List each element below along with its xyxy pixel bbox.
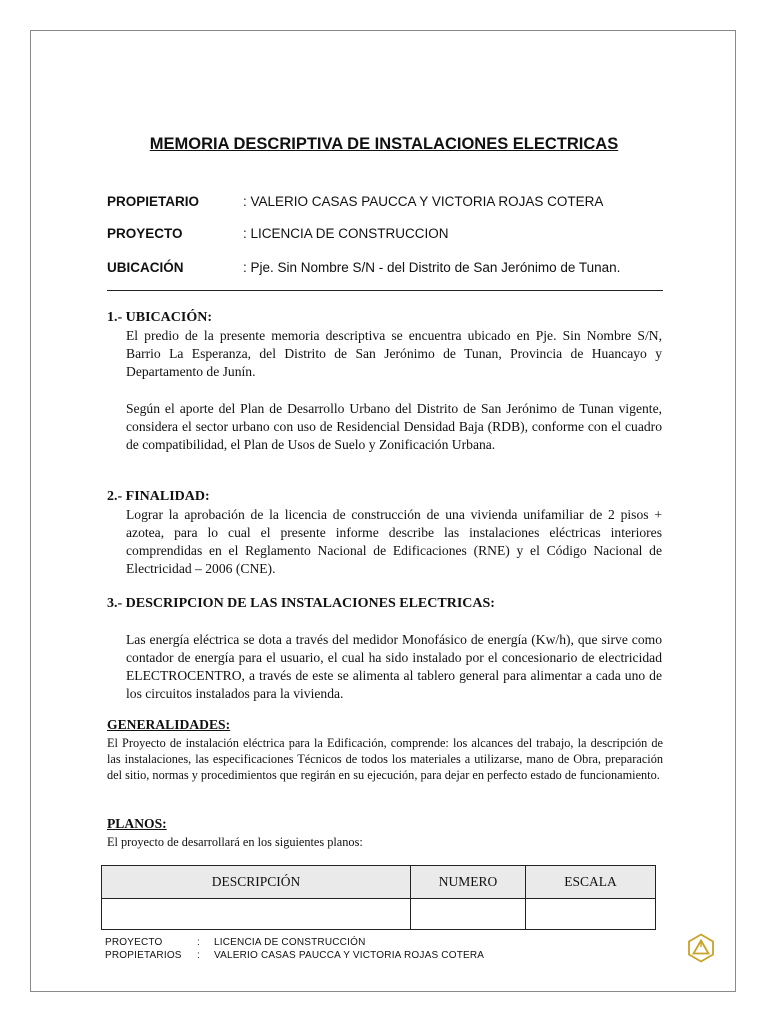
footer-key: PROYECTO	[105, 937, 163, 948]
document-title: MEMORIA DESCRIPTIVA DE INSTALACIONES ELECTRICAS	[149, 135, 619, 153]
table-header-escala: ESCALA	[526, 866, 656, 899]
footer-sep: :	[197, 950, 200, 961]
table-header-row	[102, 866, 656, 899]
table-cell	[102, 899, 411, 930]
subheading-generalidades: GENERALIDADES:	[107, 717, 231, 732]
paragraph-ubicacion-1: El predio de la presente memoria descriptiva se encuentra ubicado en Pje. Sin Nombre S/N, Barrio La Esperanza, del Distrito de San Jerónimo de Tunan, Provincia de Huancayo y Departamento de Junín.	[126, 328, 662, 379]
footer-row-propietarios	[105, 950, 484, 961]
footer-row-proyecto	[105, 937, 366, 948]
paragraph-finalidad: Lograr la aprobación de la licencia de construcción de una vivienda unifamiliar de 2 pisos + azotea, para lo cual el presente informe describe las instalaciones eléctricas interiores comprendidas en el Reglamento Nacional de Edificaciones (RNE) y el Código Nacional de Electricidad – 2006 (CNE).	[126, 507, 662, 576]
header-divider	[107, 290, 663, 291]
paragraph-ubicacion-2: Según el aporte del Plan de Desarrollo Urbano del Distrito de San Jerónimo de Tunan vigente, considera el sector urbano con uso de Residencial Densidad Baja (RDB), conforme con el cuadro de compatibilidad, el Plan de Usos de Suelo y Zonificación Urbana.	[126, 401, 662, 452]
info-label: PROYECTO	[107, 226, 183, 241]
info-value: : VALERIO CASAS PAUCCA Y VICTORIA ROJAS COTERA	[243, 194, 604, 209]
footer-key: PROPIETARIOS	[105, 950, 182, 961]
section-heading-descripcion: 3.- DESCRIPCION DE LAS INSTALACIONES ELECTRICAS:	[107, 596, 495, 611]
paragraph-generalidades: El Proyecto de instalación eléctrica para la Edificación, comprende: los alcances del trabajo, la descripción de las instalaciones, las especificaciones Técnicos de todos los materiales a utilizarse, mano de Obra, preparación del sitio, normas y procedimientos que regirán en su ejecución, para dejar en perfecto estado de funcionamiento.	[107, 736, 663, 782]
footer-value: VALERIO CASAS PAUCCA Y VICTORIA ROJAS COTERA	[214, 950, 485, 961]
table-header-descripcion: DESCRIPCIÓN	[102, 866, 411, 899]
planos-table	[101, 865, 656, 930]
info-value: : LICENCIA DE CONSTRUCCION	[243, 226, 449, 241]
paragraph-planos: El proyecto de desarrollará en los siguientes planos:	[107, 835, 363, 849]
info-label: UBICACIÓN	[107, 260, 184, 275]
footer-value: LICENCIA DE CONSTRUCCIÓN	[214, 937, 366, 948]
table-cell	[526, 899, 656, 930]
paragraph-descripcion: Las energía eléctrica se dota a través del medidor Monofásico de energía (Kw/h), que sirve como contador de energía para el usuario, el cual ha sido instalado por el concesionario de electricidad ELECTROCENTRO, a través de este se alimenta al tablero general para alimentar a cada uno de los circuitos instalados para la vivienda.	[126, 632, 662, 701]
triangle-hexagon-logo-icon	[686, 933, 716, 963]
table-row	[102, 899, 656, 930]
table-cell	[411, 899, 526, 930]
footer-sep: :	[197, 937, 200, 948]
info-row-propietario	[107, 194, 603, 209]
document-page	[30, 30, 736, 992]
info-row-proyecto	[107, 226, 449, 241]
info-label: PROPIETARIO	[107, 194, 200, 209]
section-heading-ubicacion: 1.- UBICACIÓN:	[107, 310, 212, 325]
info-value: : Pje. Sin Nombre S/N - del Distrito de San Jerónimo de Tunan.	[243, 260, 621, 275]
table-header-numero: NUMERO	[411, 866, 526, 899]
info-row-ubicacion	[107, 260, 620, 275]
section-heading-finalidad: 2.- FINALIDAD:	[107, 489, 210, 504]
subheading-planos: PLANOS:	[107, 816, 167, 831]
